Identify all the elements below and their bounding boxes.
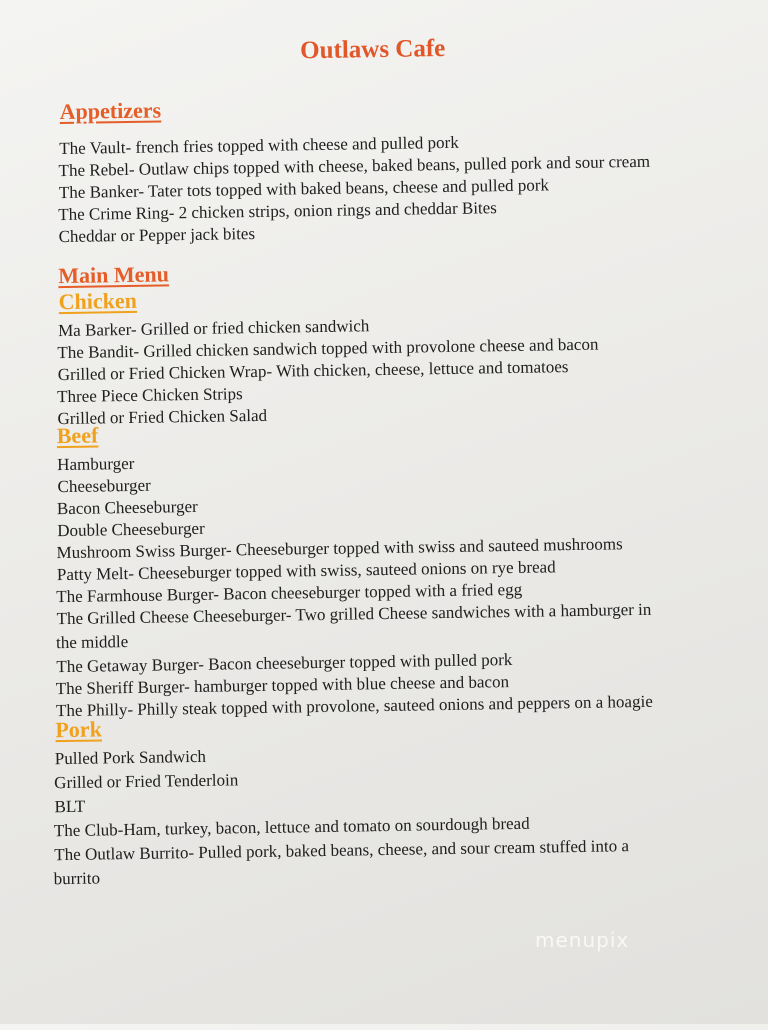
watermark-text: menupix [535,928,630,952]
appetizer-item: The Crime Ring- 2 chicken strips, onion rings and cheddar Bites [58,198,497,225]
pork-item: burrito [53,868,101,889]
appetizer-item: The Vault- french fries topped with cheese and pulled pork [59,132,459,159]
beef-item: Hamburger [57,453,135,475]
main-menu-heading: Main Menu [58,261,170,289]
appetizers-heading: Appetizers [59,97,162,125]
pork-item: Grilled or Fried Tenderloin [54,770,239,793]
appetizer-item: Cheddar or Pepper jack bites [58,223,256,247]
beef-item: Mushroom Swiss Burger- Cheeseburger topped with swiss and sauteed mushrooms [56,534,623,563]
pork-item: BLT [54,796,86,817]
pork-item: Pulled Pork Sandwich [54,746,207,769]
beef-item: Cheeseburger [57,475,151,497]
beef-heading: Beef [56,422,99,449]
appetizer-item: The Banker- Tater tots topped with baked beans, cheese and pulled pork [58,175,550,203]
chicken-item: The Bandit- Grilled chicken sandwich topped with provolone cheese and bacon [57,334,599,363]
beef-item: the middle [55,632,129,653]
beef-item: The Philly- Philly steak topped with provolone, sauteed onions and peppers on a hoagie [55,691,653,721]
beef-item: Patty Melt- Cheeseburger topped with swiss, sauteed onions on rye bread [56,557,556,585]
page-title: Outlaws Cafe [299,34,446,65]
pork-item: The Outlaw Burrito- Pulled pork, baked beans, cheese, and sour cream stuffed into a [54,836,630,865]
chicken-item: Ma Barker- Grilled or fried chicken sandwich [57,316,370,341]
beef-item: Double Cheeseburger [57,518,205,541]
pork-item: The Club-Ham, turkey, bacon, lettuce and tomato on sourdough bread [53,813,530,841]
chicken-item: Grilled or Fried Chicken Wrap- With chicken, cheese, lettuce and tomatoes [57,357,569,385]
beef-item: The Sheriff Burger- hamburger topped with blue cheese and bacon [55,672,510,699]
chicken-heading: Chicken [58,287,138,315]
chicken-item: Grilled or Fried Chicken Salad [57,405,268,429]
beef-item: The Grilled Cheese Cheeseburger- Two grilled Cheese sandwiches with a hamburger in [56,599,652,629]
pork-heading: Pork [55,716,103,743]
appetizer-item: The Rebel- Outlaw chips topped with cheese, baked beans, pulled pork and sour cream [58,151,651,181]
beef-item: Bacon Cheeseburger [56,496,198,519]
beef-item: The Farmhouse Burger- Bacon cheeseburger topped with a fried egg [56,579,523,607]
chicken-item: Three Piece Chicken Strips [56,384,243,407]
beef-item: The Getaway Burger- Bacon cheeseburger topped with pulled pork [56,650,513,677]
